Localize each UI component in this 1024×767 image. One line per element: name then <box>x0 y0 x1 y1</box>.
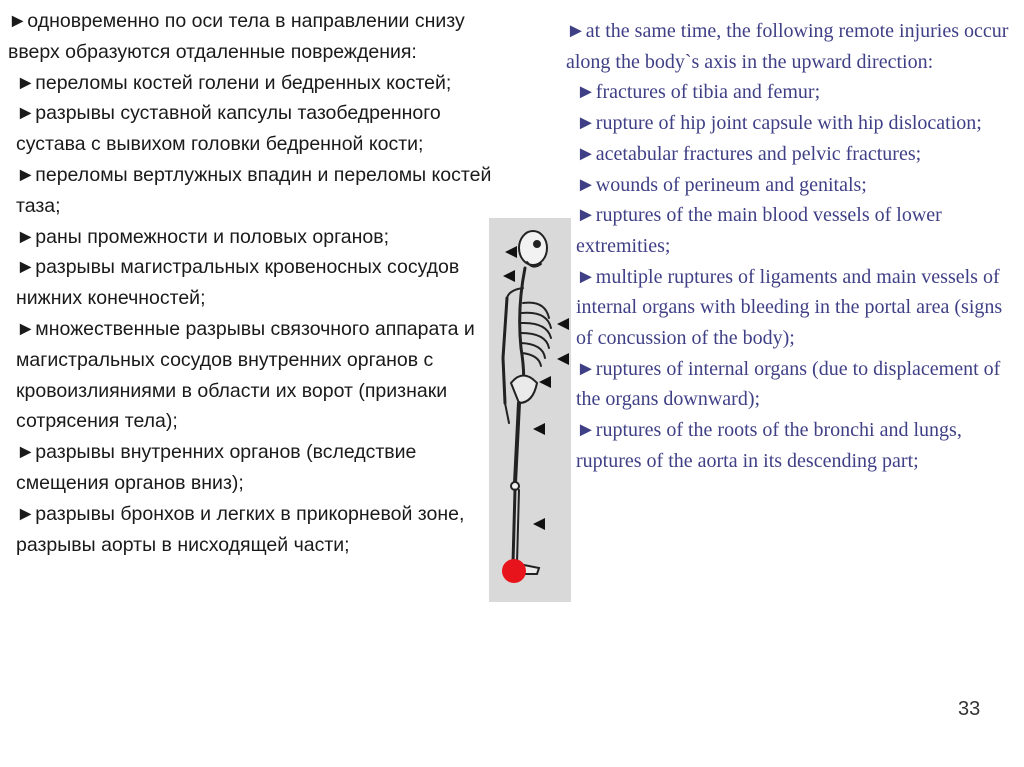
russian-text-column <box>8 6 498 560</box>
russian-item: ►разрывы бронхов и легких в прикорневой зоне, разрывы аорты в нисходящей части; <box>16 502 465 556</box>
russian-item: ►переломы костей голени и бедренных костей; <box>16 71 452 94</box>
impact-point <box>502 559 526 583</box>
english-item: ►fractures of tibia and femur; <box>576 81 821 104</box>
english-intro: ►at the same time, the following remote injuries occur along the body`s axis in the upward direction: <box>566 20 1009 73</box>
page-number: 33 <box>958 698 981 720</box>
english-item: ►acetabular fractures and pelvic fractures; <box>576 142 922 165</box>
english-item: ►multiple ruptures of ligaments and main vessels of internal organs with bleeding in the portal area (signs of concussion of the body); <box>576 265 1003 350</box>
english-item: ►ruptures of the main blood vessels of lower extremities; <box>576 204 942 257</box>
impact-arrow <box>533 518 545 530</box>
skeleton-drawing <box>489 218 571 602</box>
english-item: ►ruptures of internal organs (due to displacement of the organs downward); <box>576 357 1001 411</box>
english-item: ►ruptures of the roots of the bronchi and lungs, ruptures of the aorta in its descending part; <box>576 419 962 472</box>
russian-item: ►раны промежности и половых органов; <box>16 225 390 248</box>
russian-item: ►разрывы суставной капсулы тазобедренного сустава с вывихом головки бедренной кости; <box>16 102 441 156</box>
russian-item: ►множественные разрывы связочного аппарата и магистральных сосудов внутренних органов с кровоизлияниями в области их ворот (признаки сотрясения тела); <box>16 317 475 433</box>
impact-arrow <box>533 423 545 435</box>
russian-item: ►разрывы внутренних органов (вследствие смещения органов вниз); <box>16 441 417 494</box>
impact-arrow <box>539 376 551 388</box>
impact-arrow <box>503 270 515 282</box>
english-item: ►wounds of perineum and genitals; <box>576 173 867 196</box>
skeleton-illustration <box>489 218 571 602</box>
english-item: ►rupture of hip joint capsule with hip dislocation; <box>576 112 982 135</box>
english-text-column <box>566 16 1018 477</box>
impact-arrow <box>505 246 517 258</box>
russian-item: ►разрывы магистральных кровеносных сосудов нижних конечностей; <box>16 256 460 310</box>
russian-intro: ►одновременно по оси тела в направлении снизу вверх образуются отдаленные повреждения: <box>8 10 465 63</box>
russian-item: ►переломы вертлужных впадин и переломы костей таза; <box>16 163 492 217</box>
